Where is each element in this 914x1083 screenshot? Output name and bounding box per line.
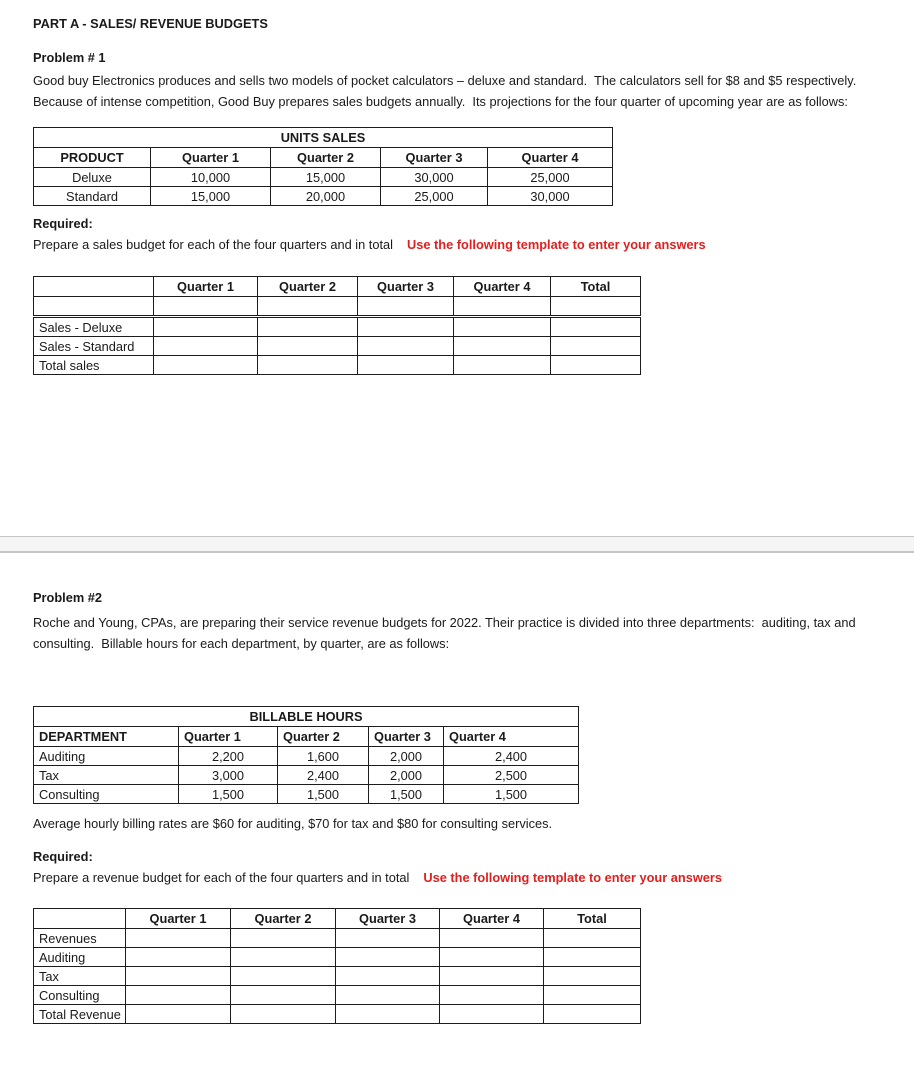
- answer-cell[interactable]: [544, 1005, 641, 1024]
- empty-header-cell: [34, 277, 154, 297]
- empty-header-cell: [34, 909, 126, 929]
- col-header-q4: Quarter 4: [444, 727, 579, 747]
- table-row: [34, 785, 579, 804]
- col-header-q4: Quarter 4: [454, 277, 551, 297]
- table-row: [34, 297, 641, 317]
- answer-cell[interactable]: [231, 967, 336, 986]
- row-label-consulting: Consulting: [34, 986, 126, 1005]
- answer-cell[interactable]: [231, 1005, 336, 1024]
- answer-cell[interactable]: [336, 929, 440, 948]
- answer-cell[interactable]: [231, 986, 336, 1005]
- answer-cell[interactable]: [126, 986, 231, 1005]
- col-header-q4: Quarter 4: [488, 148, 613, 168]
- data-cell: 30,000: [381, 168, 488, 187]
- required-text: Prepare a revenue budget for each of the four quarters and in total: [33, 870, 410, 885]
- paragraph-line: Good buy Electronics produces and sells two models of pocket calculators – deluxe and standard. The calculators sell for $8 and $5 respectively.: [33, 73, 857, 88]
- answer-cell[interactable]: [440, 948, 544, 967]
- answer-cell[interactable]: [336, 1005, 440, 1024]
- answer-cell[interactable]: [258, 317, 358, 337]
- col-header-q4: Quarter 4: [440, 909, 544, 929]
- answer-cell[interactable]: [154, 356, 258, 375]
- data-cell: 1,500: [179, 785, 278, 804]
- col-header-department: DEPARTMENT: [34, 727, 179, 747]
- table-row: [34, 766, 579, 785]
- answer-cell[interactable]: [358, 317, 454, 337]
- table-row: [34, 929, 641, 948]
- required-instruction: [33, 234, 904, 255]
- answer-cell[interactable]: [126, 1005, 231, 1024]
- col-header-total: Total: [551, 277, 641, 297]
- data-cell: 30,000: [488, 187, 613, 206]
- col-header-product: PRODUCT: [34, 148, 151, 168]
- answer-cell[interactable]: [154, 297, 258, 317]
- answer-cell[interactable]: [126, 948, 231, 967]
- data-cell: 20,000: [271, 187, 381, 206]
- table-row: [34, 317, 641, 337]
- answer-cell[interactable]: [454, 337, 551, 356]
- row-label-total-sales: Total sales: [34, 356, 154, 375]
- answer-cell[interactable]: [544, 967, 641, 986]
- data-cell: 3,000: [179, 766, 278, 785]
- problem-1-description: [33, 70, 904, 112]
- answer-cell[interactable]: [154, 337, 258, 356]
- table-row: [34, 337, 641, 356]
- data-cell: 25,000: [488, 168, 613, 187]
- table-row: [34, 187, 613, 206]
- data-cell: 15,000: [151, 187, 271, 206]
- answer-cell[interactable]: [440, 1005, 544, 1024]
- row-label-standard: Standard: [34, 187, 151, 206]
- billable-hours-table-title: BILLABLE HOURS: [34, 707, 579, 727]
- answer-cell[interactable]: [358, 356, 454, 375]
- table-row: [34, 356, 641, 375]
- col-header-q3: Quarter 3: [381, 148, 488, 168]
- answer-cell[interactable]: [34, 297, 154, 317]
- col-header-total: Total: [544, 909, 641, 929]
- row-label-tax: Tax: [34, 967, 126, 986]
- part-a-title: PART A - SALES/ REVENUE BUDGETS: [33, 16, 268, 31]
- table-row: [34, 986, 641, 1005]
- data-cell: 2,500: [444, 766, 579, 785]
- row-label-tax: Tax: [34, 766, 179, 785]
- paragraph-line: consulting. Billable hours for each department, by quarter, are as follows:: [33, 636, 450, 651]
- revenue-budget-template-table: [33, 908, 641, 1024]
- problem-2-required: [33, 846, 904, 888]
- col-header-q1: Quarter 1: [179, 727, 278, 747]
- col-header-q2: Quarter 2: [278, 727, 369, 747]
- answer-cell[interactable]: [440, 967, 544, 986]
- col-header-q1: Quarter 1: [151, 148, 271, 168]
- answer-cell[interactable]: [544, 929, 641, 948]
- answer-cell[interactable]: [358, 337, 454, 356]
- answer-cell[interactable]: [544, 948, 641, 967]
- units-sales-table-title: UNITS SALES: [34, 128, 613, 148]
- billable-hours-table: [33, 706, 579, 804]
- answer-cell[interactable]: [358, 297, 454, 317]
- problem-1-heading: Problem # 1: [33, 50, 106, 65]
- data-cell: 1,500: [444, 785, 579, 804]
- col-header-q3: Quarter 3: [336, 909, 440, 929]
- answer-cell[interactable]: [551, 337, 641, 356]
- col-header-q3: Quarter 3: [358, 277, 454, 297]
- answer-cell[interactable]: [231, 948, 336, 967]
- row-label-total-revenue: Total Revenue: [34, 1005, 126, 1024]
- data-cell: 10,000: [151, 168, 271, 187]
- required-instruction: [33, 867, 904, 888]
- row-label-sales-standard: Sales - Standard: [34, 337, 154, 356]
- page-break-divider: [0, 536, 914, 553]
- answer-cell[interactable]: [440, 929, 544, 948]
- required-text: Prepare a sales budget for each of the four quarters and in total: [33, 237, 393, 252]
- answer-cell[interactable]: [258, 337, 358, 356]
- row-label-auditing: Auditing: [34, 747, 179, 766]
- answer-cell[interactable]: [544, 986, 641, 1005]
- sales-budget-template-table: [33, 276, 641, 375]
- answer-cell[interactable]: [126, 929, 231, 948]
- row-label-sales-deluxe: Sales - Deluxe: [34, 317, 154, 337]
- data-cell: 2,200: [179, 747, 278, 766]
- paragraph-line: Because of intense competition, Good Buy prepares sales budgets annually. Its projections for the four quarter of upcoming year are as follows:: [33, 94, 848, 109]
- answer-cell[interactable]: [454, 297, 551, 317]
- answer-cell[interactable]: [258, 297, 358, 317]
- data-cell: 1,600: [278, 747, 369, 766]
- row-label-deluxe: Deluxe: [34, 168, 151, 187]
- data-cell: 2,000: [369, 747, 444, 766]
- answer-cell[interactable]: [454, 317, 551, 337]
- col-header-q2: Quarter 2: [258, 277, 358, 297]
- units-sales-table: [33, 127, 613, 206]
- answer-cell[interactable]: [336, 948, 440, 967]
- data-cell: 1,500: [278, 785, 369, 804]
- required-cta-red-text: Use the following template to enter your answers: [423, 870, 722, 885]
- answer-cell[interactable]: [154, 317, 258, 337]
- row-label-revenues: Revenues: [34, 929, 126, 948]
- data-cell: 15,000: [271, 168, 381, 187]
- problem-2-heading: Problem #2: [33, 590, 102, 605]
- col-header-q2: Quarter 2: [271, 148, 381, 168]
- data-cell: 2,400: [278, 766, 369, 785]
- answer-cell[interactable]: [258, 356, 358, 375]
- required-label: Required:: [33, 849, 93, 864]
- table-row: [34, 1005, 641, 1024]
- answer-cell[interactable]: [454, 356, 551, 375]
- answer-cell[interactable]: [231, 929, 336, 948]
- answer-cell[interactable]: [551, 356, 641, 375]
- answer-cell[interactable]: [126, 967, 231, 986]
- row-label-consulting: Consulting: [34, 785, 179, 804]
- answer-cell[interactable]: [551, 297, 641, 317]
- problem-1-required: [33, 213, 904, 255]
- row-label-auditing: Auditing: [34, 948, 126, 967]
- table-row: [34, 747, 579, 766]
- col-header-q2: Quarter 2: [231, 909, 336, 929]
- data-cell: 25,000: [381, 187, 488, 206]
- col-header-q1: Quarter 1: [154, 277, 258, 297]
- answer-cell[interactable]: [551, 317, 641, 337]
- col-header-q3: Quarter 3: [369, 727, 444, 747]
- answer-cell[interactable]: [440, 986, 544, 1005]
- paragraph-line: Roche and Young, CPAs, are preparing their service revenue budgets for 2022. Their practice is divided into three departments: auditing, tax and: [33, 615, 856, 630]
- problem-2-description: [33, 612, 904, 654]
- table-row: [34, 168, 613, 187]
- billing-rates-note: Average hourly billing rates are $60 for auditing, $70 for tax and $80 for consulting services.: [33, 816, 553, 831]
- col-header-q1: Quarter 1: [126, 909, 231, 929]
- data-cell: 2,400: [444, 747, 579, 766]
- answer-cell[interactable]: [336, 967, 440, 986]
- table-row: [34, 948, 641, 967]
- required-cta-red-text: Use the following template to enter your answers: [406, 237, 706, 252]
- data-cell: 1,500: [369, 785, 444, 804]
- required-label: Required:: [33, 216, 93, 231]
- data-cell: 2,000: [369, 766, 444, 785]
- answer-cell[interactable]: [336, 986, 440, 1005]
- table-row: [34, 967, 641, 986]
